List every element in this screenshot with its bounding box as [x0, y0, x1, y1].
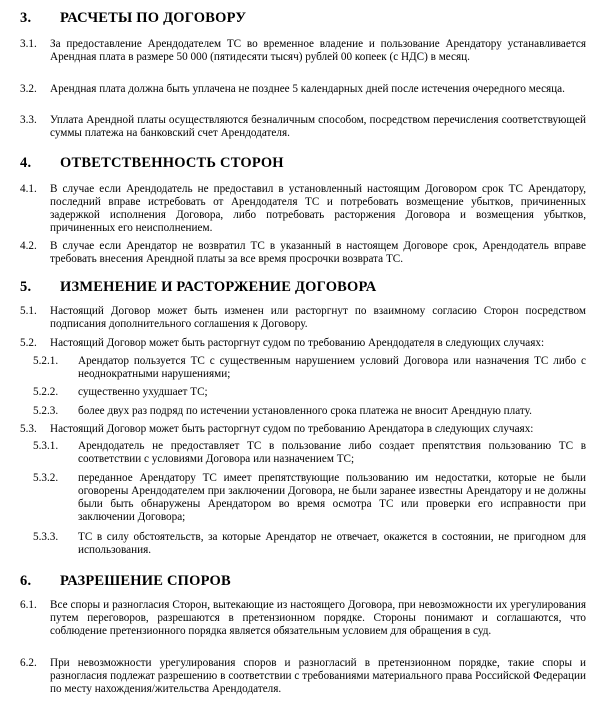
clause	[20, 657, 586, 696]
clause-number: 5.2.1.	[33, 355, 59, 367]
clause	[20, 183, 586, 235]
clause-number: 4.2.	[20, 240, 37, 252]
subclause	[33, 531, 586, 557]
clause	[20, 599, 586, 651]
clause	[20, 423, 586, 436]
clause-text: Все споры и разногласия Сторон, вытекающие из настоящего Договора, при невозможности их урегулирования путем переговоров, разрешаются в претензионном порядке. Стороны понимают и соглашаются, что соблюдение претензионного порядка является обязательным условием для обращения в суд.	[50, 599, 586, 637]
section-number: 3.	[20, 10, 32, 26]
clause-number: 3.1.	[20, 38, 37, 50]
clause-number: 5.3.3.	[33, 531, 59, 543]
clause-number: 5.3.2.	[33, 472, 59, 484]
clause-text: Настоящий Договор может быть изменен или расторгнут по взаимному согласию Сторон посредством подписания дополнительного соглашения к Договору.	[50, 305, 586, 330]
subclause	[33, 472, 586, 524]
section-number: 6.	[20, 573, 32, 589]
clause-text: Арендодатель не предоставляет ТС в пользование либо создает препятствия пользованию ТС в соответствии с условиями Договора или назначением ТС;	[78, 440, 586, 465]
subclause	[33, 355, 586, 381]
section-title: РАЗРЕШЕНИЕ СПОРОВ	[60, 573, 231, 589]
clause-text: При невозможности урегулирования споров и разногласий в претензионном порядке, такие споры и разногласия подлежат разрешению в соответствии с требованиями материального права Российской Федерации по месту нахождения/жительства Арендодателя.	[50, 657, 586, 695]
clause-text: Арендатор пользуется ТС с существенным нарушением условий Договора или назначения ТС либо с неоднократными нарушениями;	[78, 355, 586, 380]
clause-number: 6.2.	[20, 657, 37, 669]
clause	[20, 337, 586, 350]
section-number: 5.	[20, 279, 32, 295]
section-title: ОТВЕТСТВЕННОСТЬ СТОРОН	[60, 155, 284, 171]
clause-number: 5.3.	[20, 423, 37, 435]
subclause	[33, 405, 586, 418]
clause-text: За предоставление Арендодателем ТС во временное владение и пользование Арендатору устанавливается Арендная плата в размере 50 000 (пятидесяти тысяч) рублей 00 копеек (с НДС) в месяц.	[50, 38, 586, 63]
clause-text: существенно ухудшает ТС;	[78, 386, 208, 398]
clause-number: 3.2.	[20, 83, 37, 95]
clause-number: 5.2.2.	[33, 386, 59, 398]
clause-text: Настоящий Договор может быть расторгнут судом по требованию Арендодателя в следующих случаях:	[50, 337, 545, 349]
clause	[20, 114, 586, 140]
section-number: 4.	[20, 155, 32, 171]
clause-text: Настоящий Договор может быть расторгнут судом по требованию Арендатора в следующих случаях:	[50, 423, 534, 435]
clause	[20, 38, 586, 77]
clause-text: Арендная плата должна быть уплачена не позднее 5 календарных дней после истечения очередного месяца.	[50, 83, 565, 95]
subclause	[33, 386, 586, 399]
clause-number: 6.1.	[20, 599, 37, 611]
clause-number: 5.2.3.	[33, 405, 59, 417]
clause-number: 4.1.	[20, 183, 37, 195]
clause-text: переданное Арендатору ТС имеет препятствующие пользованию им недостатки, которые не были оговорены Арендодателем при заключении Договора, не были заранее известны Арендатору и не должны были быть обнаружены Арендатором во время осмотра ТС или проверки его исправности при заключении Договора;	[78, 472, 586, 523]
clause	[20, 305, 586, 331]
section-title: ИЗМЕНЕНИЕ И РАСТОРЖЕНИЕ ДОГОВОРА	[60, 279, 377, 295]
subclause	[33, 440, 586, 466]
clause-text: более двух раз подряд по истечении установленного срока платежа не вносит Арендную плату.	[78, 405, 532, 417]
clause-number: 5.1.	[20, 305, 37, 317]
section-title: РАСЧЕТЫ ПО ДОГОВОРУ	[60, 10, 247, 26]
clause-text: В случае если Арендодатель не предоставил в установленный настоящим Договором срок ТС Арендатору, последний вправе истребовать от Арендодателя ТС и потребовать возмещение убытков, причиненных задержкой исполнения Договора, либо потребовать расторжения Договора и возмещения убытков, причиненных его неисполнением.	[50, 183, 586, 234]
clause-number: 5.3.1.	[33, 440, 59, 452]
clause	[20, 240, 586, 266]
clause-text: ТС в силу обстоятельств, за которые Арендатор не отвечает, окажется в состоянии, не пригодном для использования.	[78, 531, 586, 556]
section-heading	[20, 10, 246, 27]
clause-text: В случае если Арендатор не возвратил ТС в указанный в настоящем Договоре срок, Арендодатель вправе требовать внесения Арендной платы за все время просрочки возврата ТС.	[50, 240, 586, 265]
clause-number: 5.2.	[20, 337, 37, 349]
section-heading	[20, 573, 231, 590]
clause	[20, 83, 586, 109]
clause-number: 3.3.	[20, 114, 37, 126]
clause-text: Уплата Арендной платы осуществляются безналичным способом, посредством перечисления соответствующей суммы платежа на банковский счет Арендодателя.	[50, 114, 586, 139]
section-heading	[20, 279, 376, 296]
section-heading	[20, 155, 284, 172]
